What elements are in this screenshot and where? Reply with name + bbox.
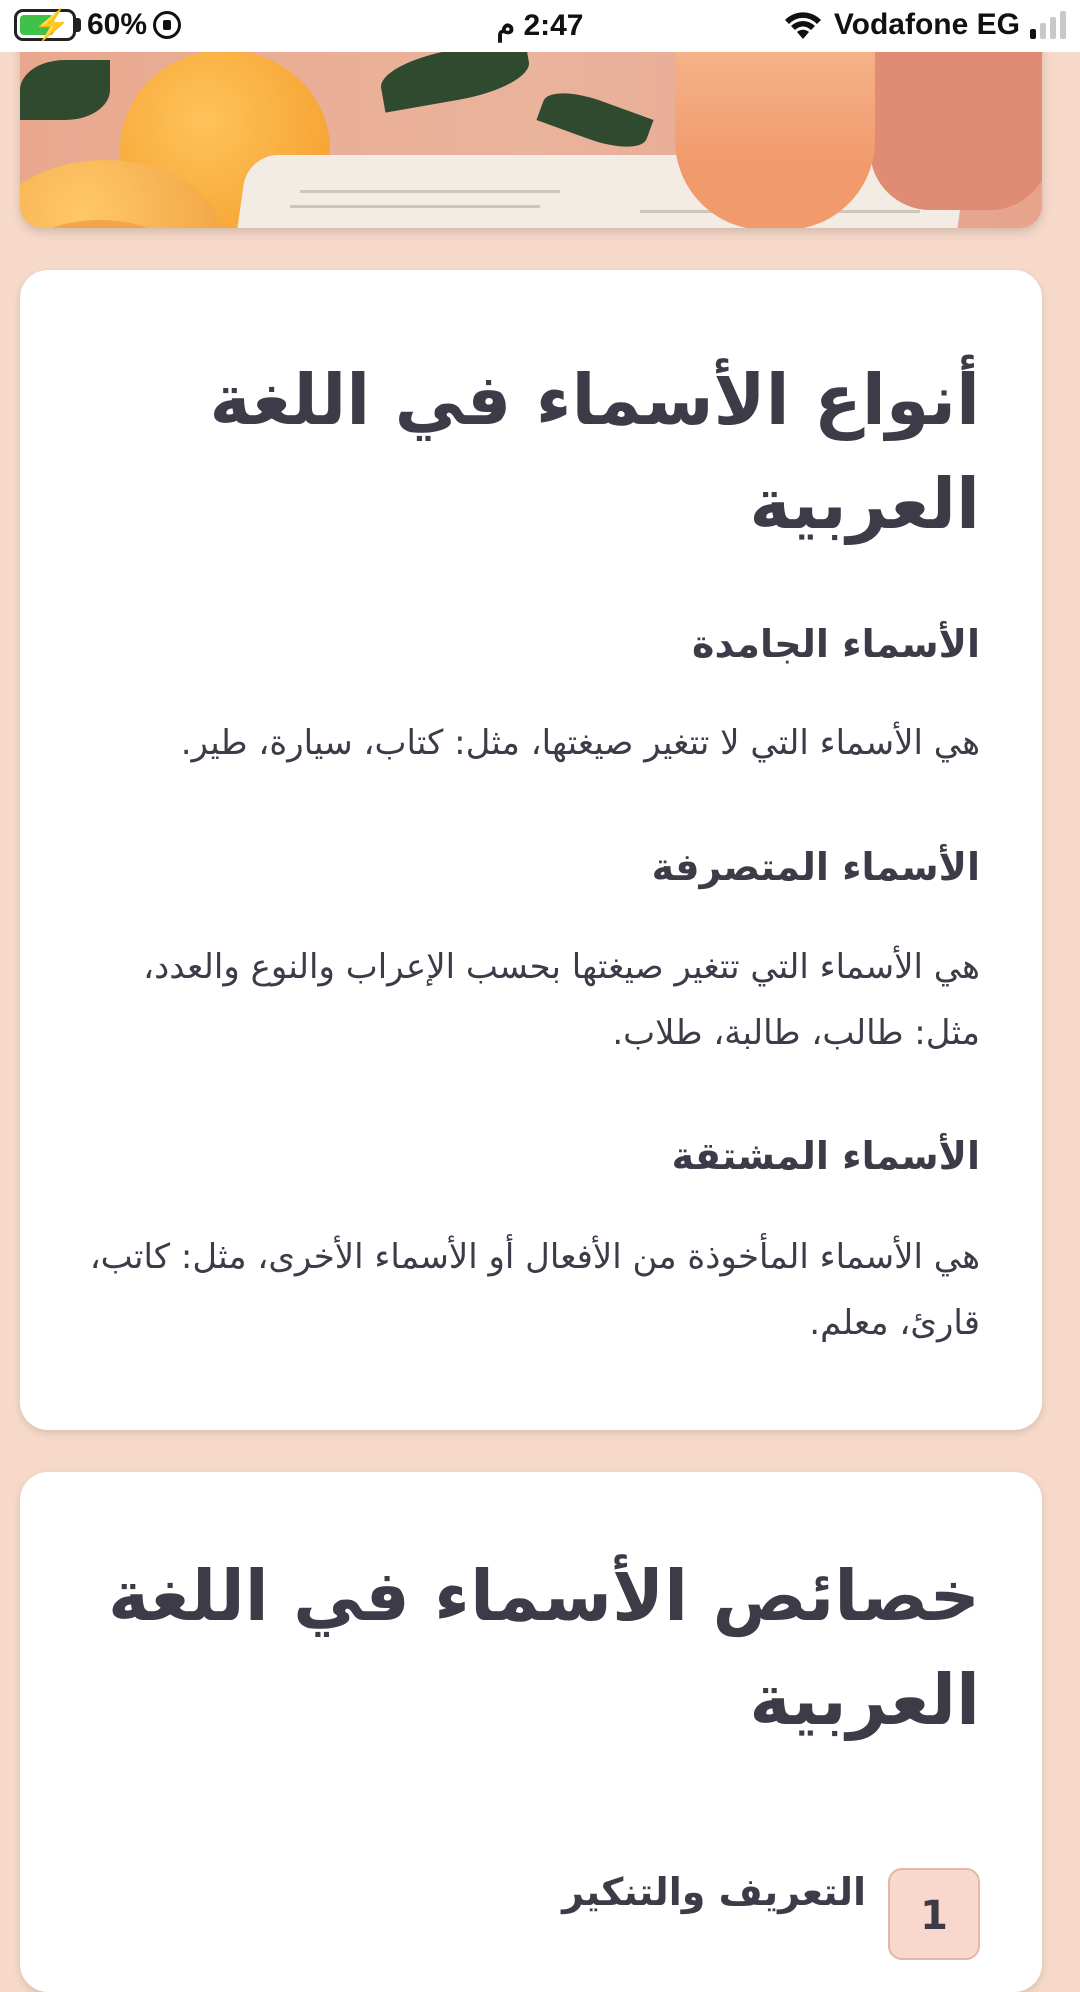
list-item-label: التعريف والتنكير	[562, 1870, 866, 1914]
hero-image	[20, 40, 1042, 228]
section-body-mutasarrif: هي الأسماء التي تتغير صيغتها بحسب الإعراب والنوع والعدد، مثل: طالب، طالبة، طلاب.	[143, 947, 980, 1053]
status-bar	[0, 0, 1080, 52]
features-title: خصائص الأسماء في اللغة العربية	[107, 1555, 980, 1741]
section-heading-mutasarrif: الأسماء المتصرفة	[651, 845, 980, 889]
wifi-icon	[782, 9, 824, 41]
section-body-jamid: هي الأسماء التي لا تتغير صيغتها، مثل: كتاب، سيارة، طير.	[180, 723, 980, 763]
list-number-badge: 1	[888, 1868, 980, 1960]
signal-strength-icon	[1030, 11, 1066, 39]
types-card	[20, 270, 1042, 1430]
battery-icon: ⚡	[14, 9, 76, 41]
types-title: أنواع الأسماء في اللغة العربية	[209, 359, 980, 545]
status-time: 2:47 م	[496, 9, 584, 42]
section-heading-jamid: الأسماء الجامدة	[692, 622, 980, 666]
battery-percent: 60%	[87, 8, 148, 41]
features-card	[20, 1472, 1042, 1992]
section-body-mushtaq: هي الأسماء المأخوذة من الأفعال أو الأسماء الأخرى، مثل: كاتب، قارئ، معلم.	[89, 1237, 980, 1343]
status-right	[782, 8, 1066, 42]
carrier-name: Vodafone EG	[833, 8, 1020, 41]
section-heading-mushtaq: الأسماء المشتقة	[671, 1134, 980, 1178]
